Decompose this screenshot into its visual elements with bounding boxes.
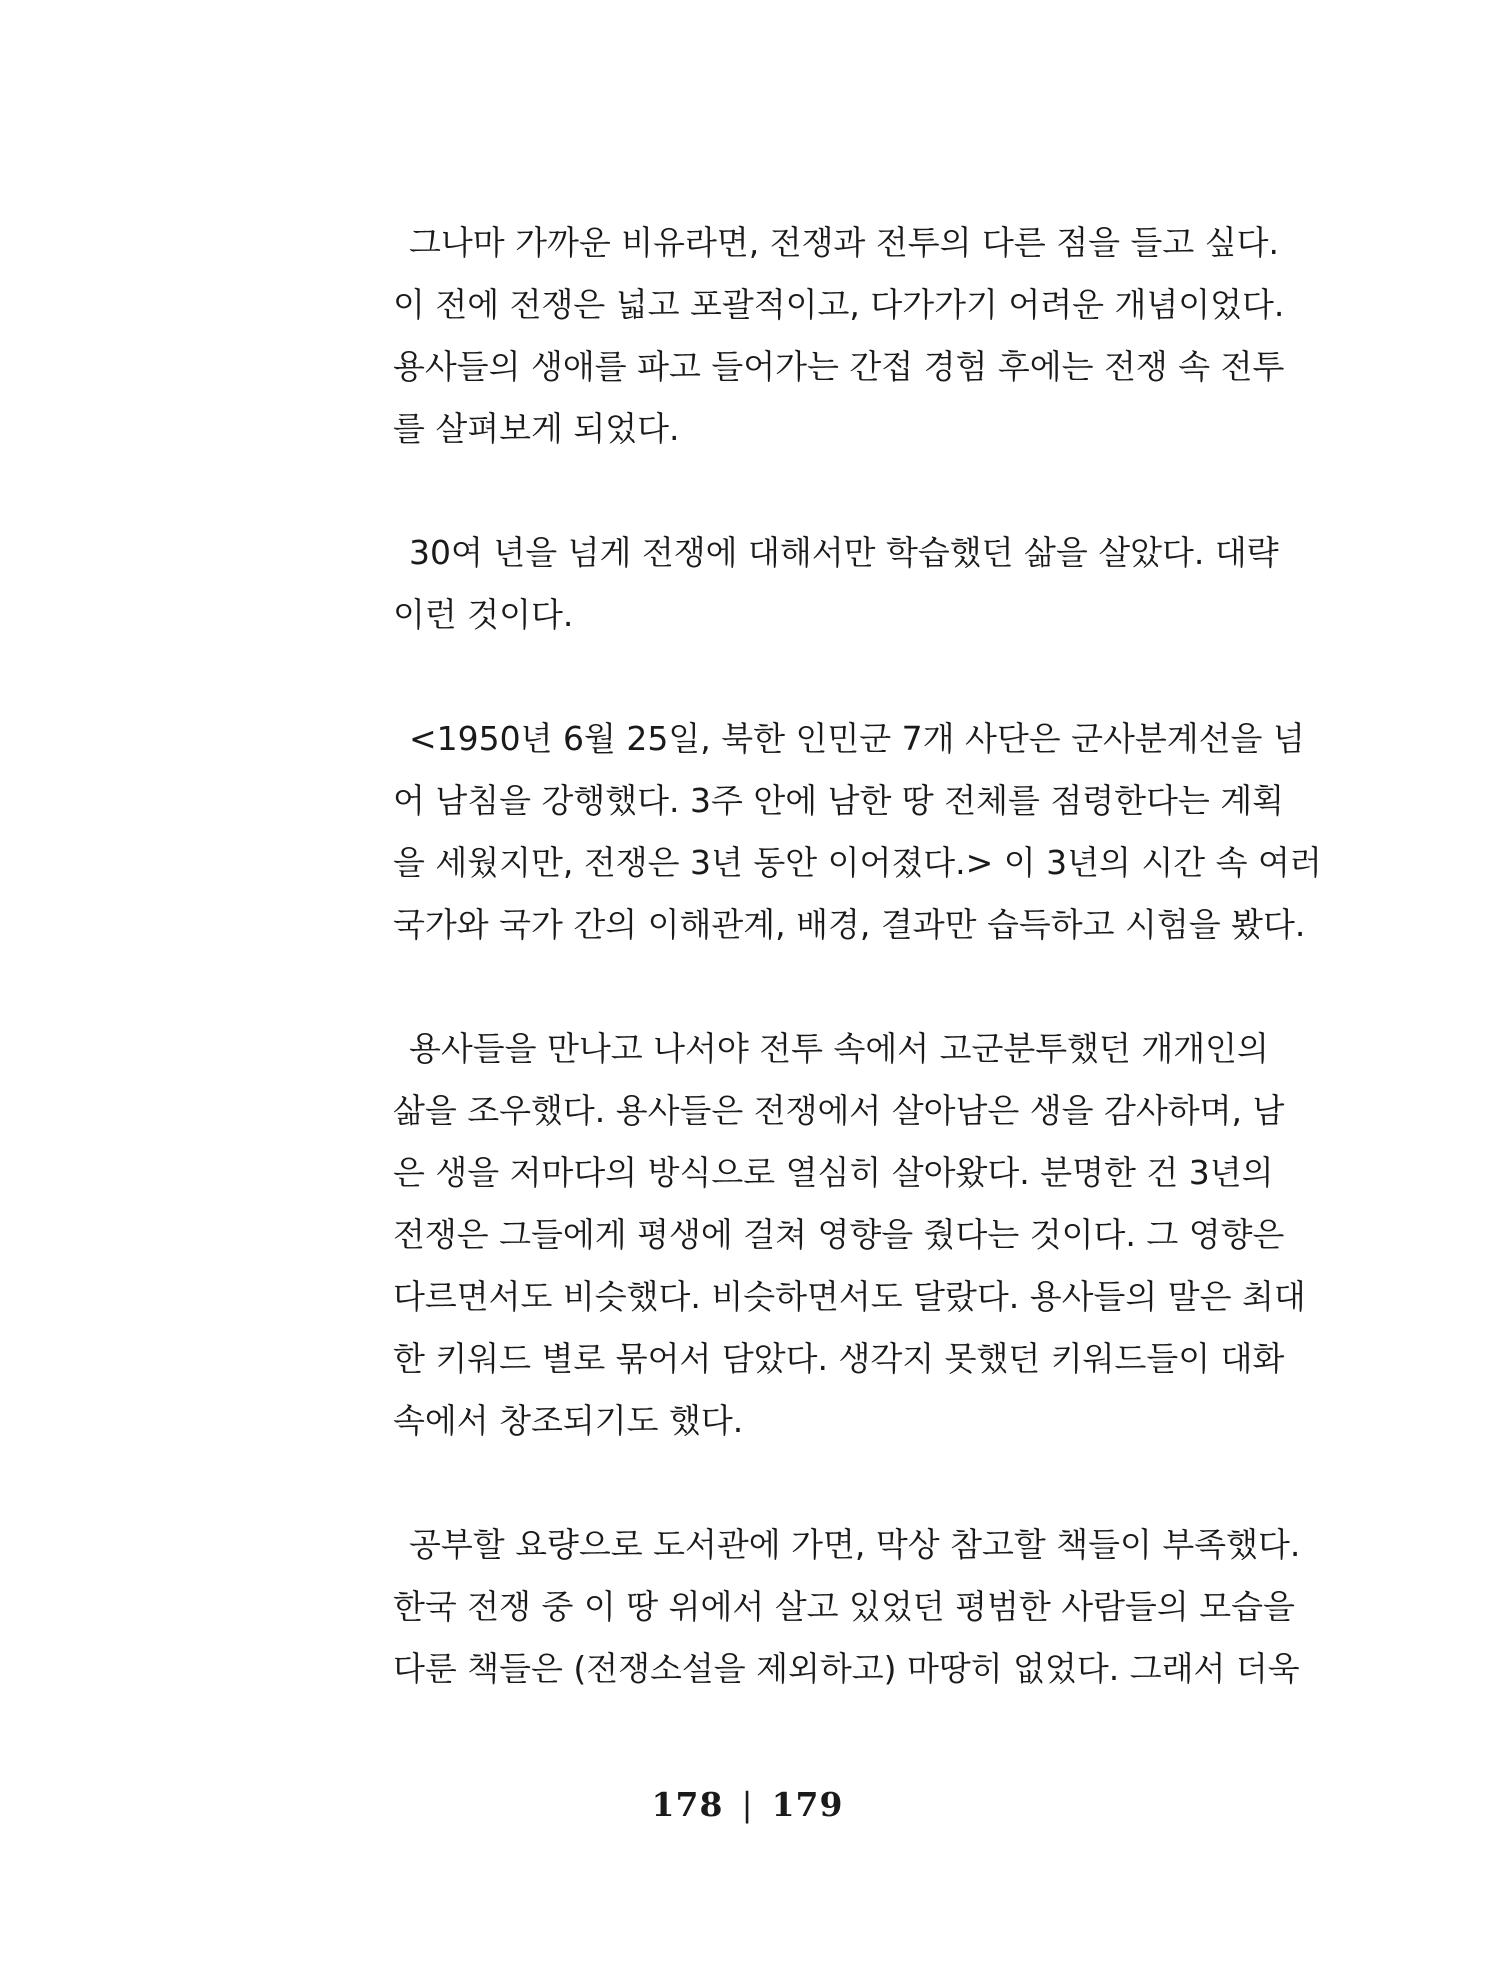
text-line: 한 키워드 별로 묶어서 담았다. 생각지 못했던 키워드들이 대화 [393, 1339, 1285, 1378]
right-page-number: 179 [771, 1785, 844, 1824]
text-line: 그나마 가까운 비유라면, 전쟁과 전투의 다른 점을 들고 싶다. [409, 223, 1279, 262]
text-line: 속에서 창조되기도 했다. [393, 1401, 744, 1440]
page-numbers [0, 1785, 1495, 1824]
paragraph-5 [393, 1514, 1301, 1700]
page-separator: | [741, 1785, 754, 1824]
paragraph-3 [393, 708, 1322, 956]
paragraph-2 [393, 522, 1279, 646]
text-line: 다룬 책들은 (전쟁소설을 제외하고) 마땅히 없었다. 그래서 더욱 [393, 1649, 1300, 1688]
text-line: 30여 년을 넘게 전쟁에 대해서만 학습했던 삶을 살았다. 대략 [409, 533, 1279, 572]
text-line: 공부할 요량으로 도서관에 가면, 막상 참고할 책들이 부족했다. [409, 1525, 1301, 1564]
text-line: 이런 것이다. [393, 595, 574, 634]
text-line: 은 생을 저마다의 방식으로 열심히 살아왔다. 분명한 건 3년의 [393, 1153, 1274, 1192]
text-line: 를 살펴보게 되었다. [393, 409, 680, 448]
text-line: 국가와 국가 간의 이해관계, 배경, 결과만 습득하고 시험을 봤다. [393, 905, 1306, 944]
paragraph-1 [393, 212, 1285, 460]
left-page-number: 178 [651, 1785, 724, 1824]
text-line: 삶을 조우했다. 용사들은 전쟁에서 살아남은 생을 감사하며, 남 [393, 1091, 1285, 1130]
text-line: 을 세웠지만, 전쟁은 3년 동안 이어졌다.> 이 3년의 시간 속 여러 [393, 843, 1322, 882]
text-line: 용사들을 만나고 나서야 전투 속에서 고군분투했던 개개인의 [409, 1029, 1269, 1068]
body-text [393, 212, 1322, 1762]
text-line: <1950년 6월 25일, 북한 인민군 7개 사단은 군사분계선을 넘 [409, 719, 1305, 758]
paragraph-4 [393, 1018, 1306, 1452]
text-line: 어 남침을 강행했다. 3주 안에 남한 땅 전체를 점령한다는 계획 [393, 781, 1284, 820]
text-line: 전쟁은 그들에게 평생에 걸쳐 영향을 줬다는 것이다. 그 영향은 [393, 1215, 1285, 1254]
text-line: 용사들의 생애를 파고 들어가는 간접 경험 후에는 전쟁 속 전투 [393, 347, 1285, 386]
text-line: 다르면서도 비슷했다. 비슷하면서도 달랐다. 용사들의 말은 최대 [393, 1277, 1306, 1316]
text-line: 한국 전쟁 중 이 땅 위에서 살고 있었던 평범한 사람들의 모습을 [393, 1587, 1295, 1626]
text-line: 이 전에 전쟁은 넓고 포괄적이고, 다가가기 어려운 개념이었다. [393, 285, 1285, 324]
